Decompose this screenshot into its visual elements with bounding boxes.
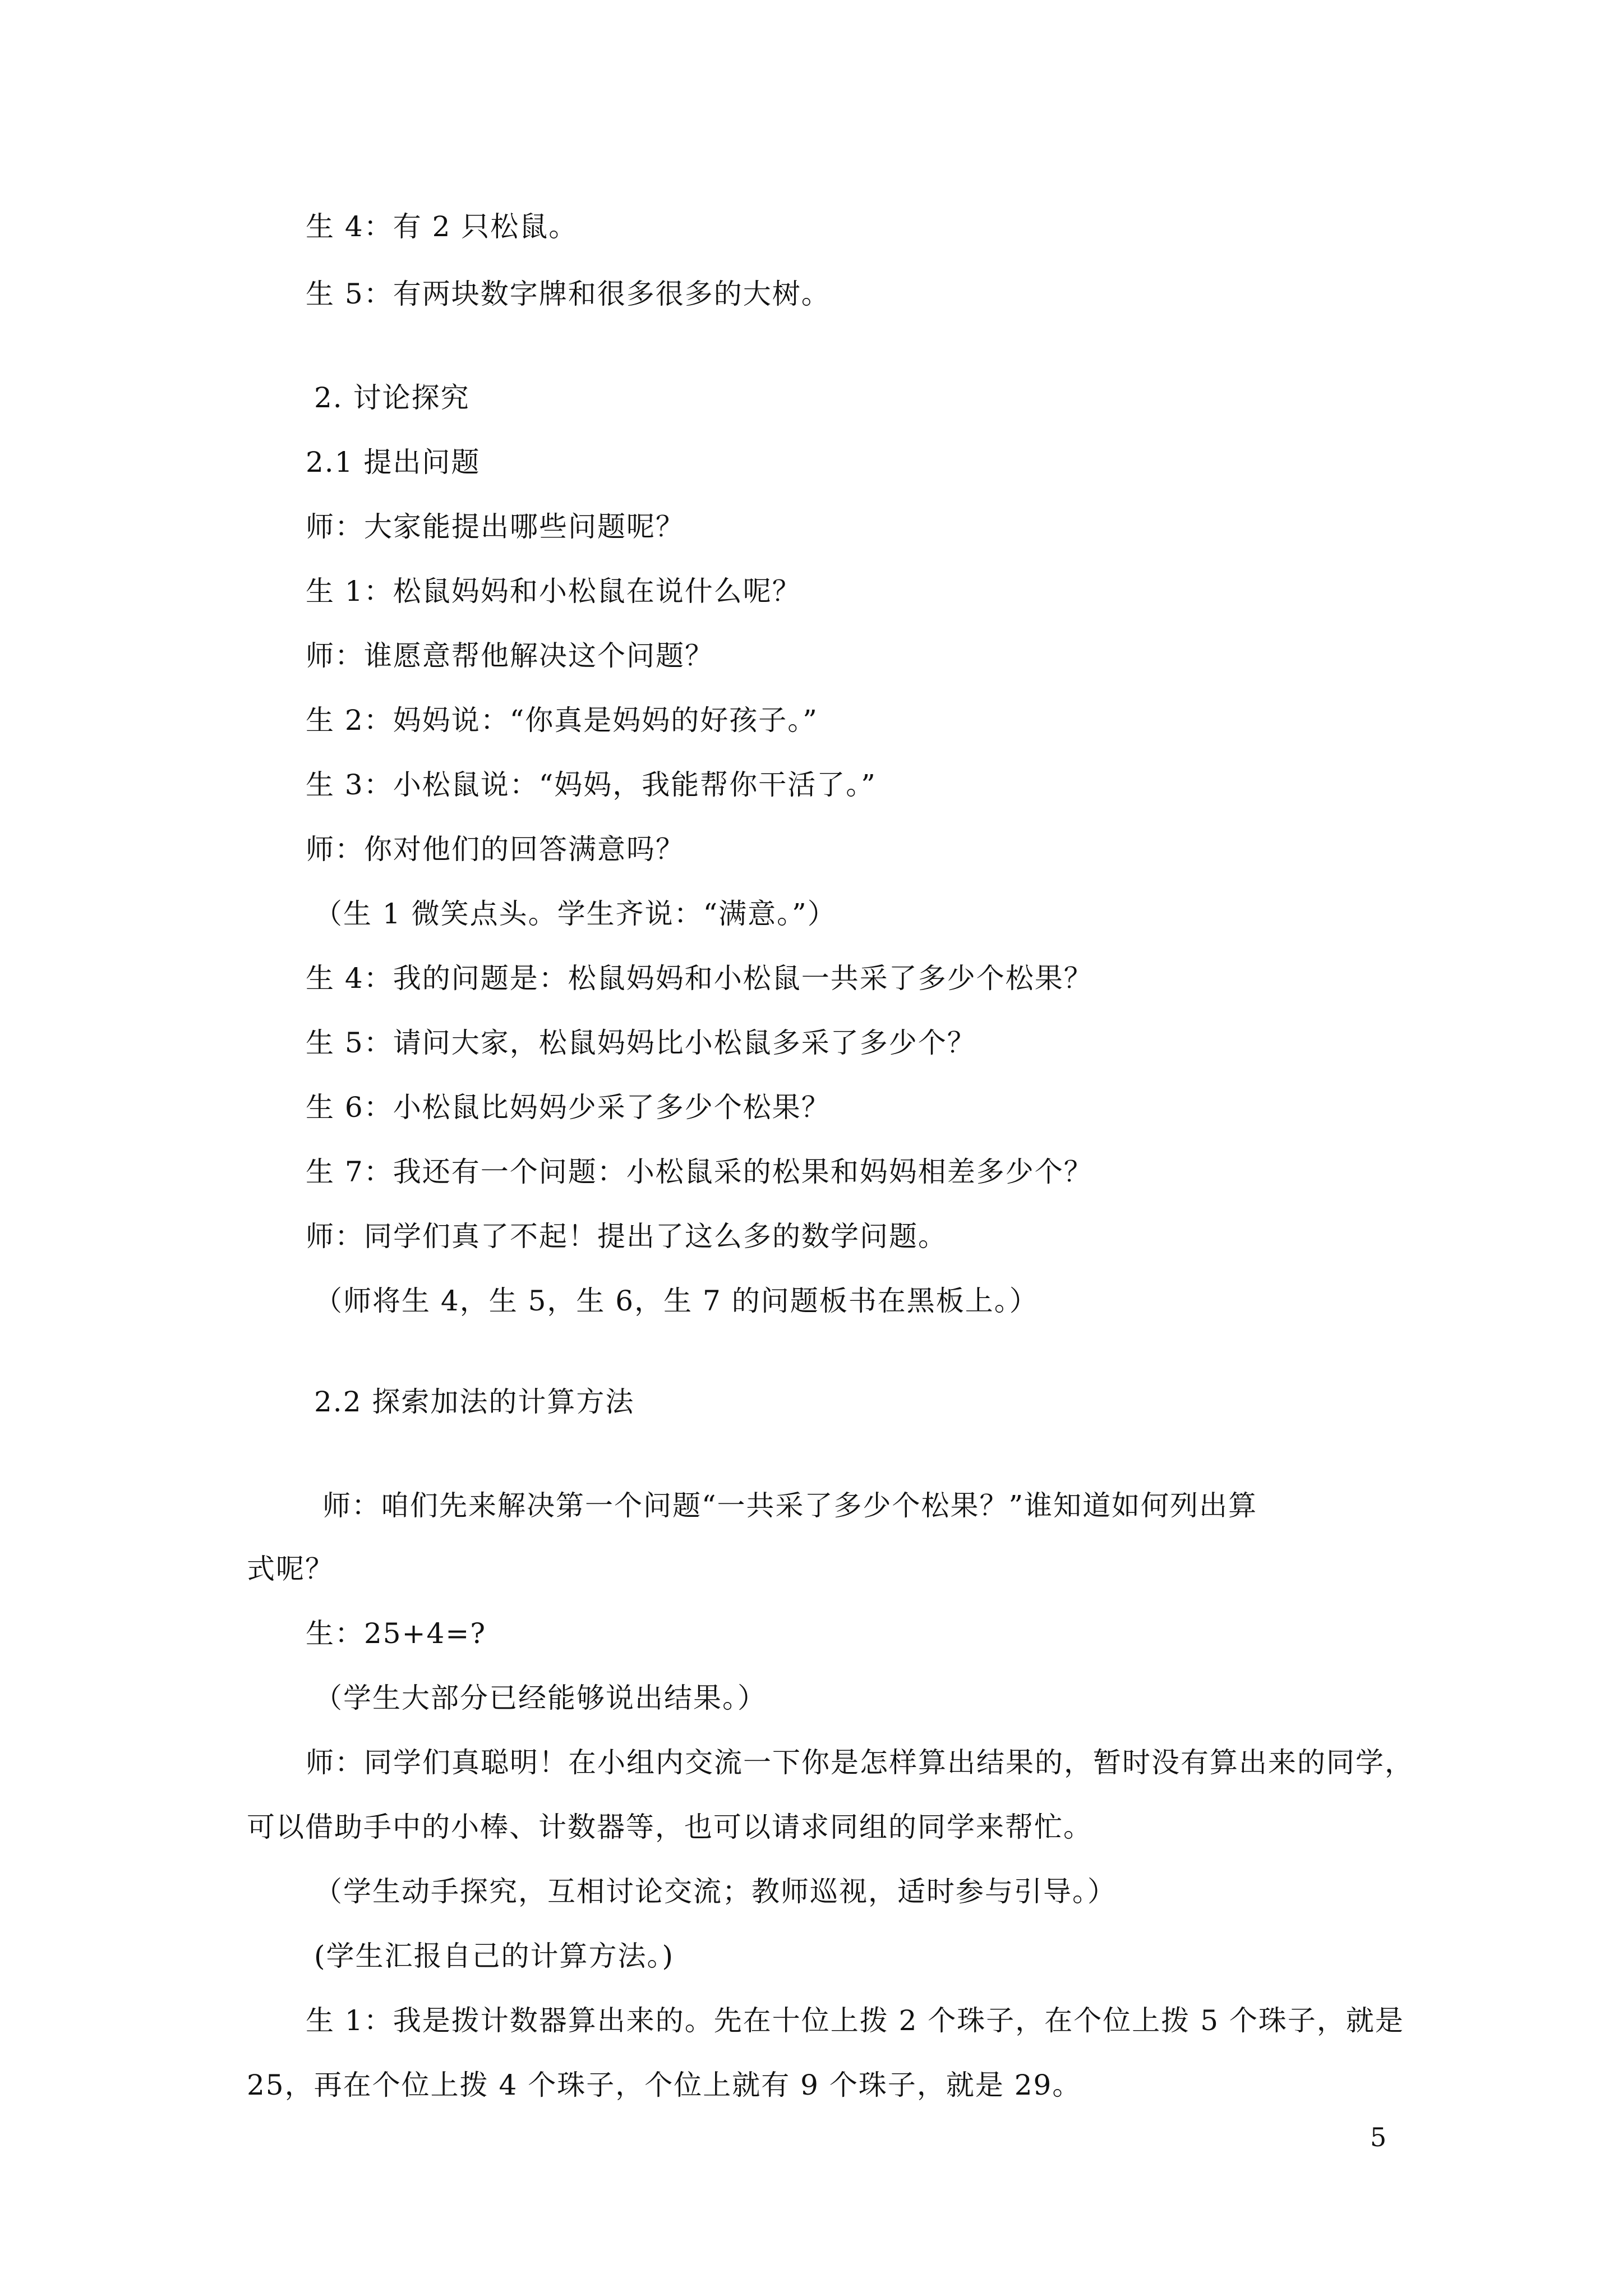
text-line: 师：同学们真聪明！在小组内交流一下你是怎样算出结果的，暂时没有算出来的同学， xyxy=(306,1746,1414,1779)
text-line: 生 5：有两块数字牌和很多很多的大树。 xyxy=(306,278,831,310)
subsection-heading: 2.2 探索加法的计算方法 xyxy=(314,1386,635,1418)
text-line: （学生动手探究，互相讨论交流；教师巡视，适时参与引导。） xyxy=(314,1875,1117,1908)
text-line: 生 3：小松鼠说：“妈妈，我能帮你干活了。” xyxy=(306,769,877,801)
text-line: 生 6：小松鼠比妈妈少采了多少个松果？ xyxy=(306,1091,831,1124)
text-line: 生：25+4=? xyxy=(306,1617,487,1650)
text-line: （学生大部分已经能够说出结果。） xyxy=(314,1682,767,1714)
text-line: 生 1：松鼠妈妈和小松鼠在说什么呢？ xyxy=(306,575,801,608)
text-line: 师：你对他们的回答满意吗？ xyxy=(306,833,685,866)
text-line: 生 1：我是拨计数器算出来的。先在十位上拨 2 个珠子，在个位上拨 5 个珠子，就是 xyxy=(306,2004,1404,2037)
section-heading: 2. 讨论探究 xyxy=(314,381,470,414)
text-line: （师将生 4，生 5，生 6，生 7 的问题板书在黑板上。） xyxy=(314,1285,1039,1317)
text-line: 生 2：妈妈说：“你真是妈妈的好孩子。” xyxy=(306,704,818,737)
text-line: 师：谁愿意帮他解决这个问题？ xyxy=(306,639,714,672)
text-line: (学生汇报自己的计算方法。) xyxy=(314,1940,675,1972)
text-line: 25，再在个位上拨 4 个珠子，个位上就有 9 个珠子，就是 29。 xyxy=(247,2069,1082,2101)
text-line: 可以借助手中的小棒、计数器等，也可以请求同组的同学来帮忙。 xyxy=(247,1811,1092,1843)
text-line: 生 4：有 2 只松鼠。 xyxy=(306,210,578,243)
subsection-heading: 2.1 提出问题 xyxy=(306,446,481,478)
page-number: 5 xyxy=(1370,2122,1387,2152)
text-line: 生 5：请问大家，松鼠妈妈比小松鼠多采了多少个？ xyxy=(306,1027,976,1059)
text-line: 师：大家能提出哪些问题呢？ xyxy=(306,510,685,543)
text-line: 师：咱们先来解决第一个问题“一共采了多少个松果？”谁知道如何列出算 xyxy=(322,1489,1258,1522)
text-line: 师：同学们真了不起！提出了这么多的数学问题。 xyxy=(306,1220,947,1253)
text-line: 生 4：我的问题是：松鼠妈妈和小松鼠一共采了多少个松果？ xyxy=(306,962,1093,995)
text-line: 生 7：我还有一个问题：小松鼠采的松果和妈妈相差多少个？ xyxy=(306,1156,1093,1188)
text-line: （生 1 微笑点头。学生齐说：“满意。”） xyxy=(314,898,837,930)
text-line: 式呢？ xyxy=(247,1553,334,1585)
